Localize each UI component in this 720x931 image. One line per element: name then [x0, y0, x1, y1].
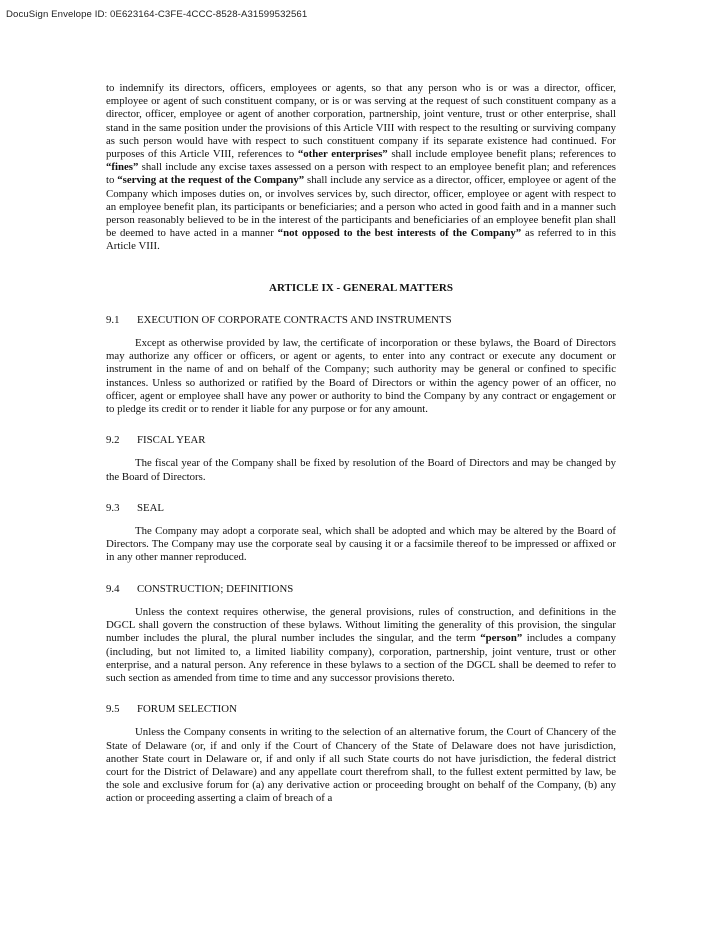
- section-number: 9.3: [106, 501, 120, 514]
- section-title: CONSTRUCTION; DEFINITIONS: [137, 582, 294, 595]
- section-body-9-5: Unless the Company consents in writing to the selection of an alternative forum, the Court of Chancery of the State of Delaware (or, if and only if the Court of Chancery of the State of Delaware does not have jurisdiction, another State court in Delaware or, if and only if all such State courts do not have jurisdiction, the federal district court for the District of Delaware) and any appellate court therefrom shall, to the fullest extent permitted by law, be the sole and exclusive forum for (a) any derivative action or proceeding brought on behalf of the Company, (b) any action or proceeding asserting a claim of breach of a: [106, 726, 616, 805]
- defined-term-serving-at-request: “serving at the request of the Company”: [117, 174, 305, 187]
- section-body-9-4-part-2: includes a company (including, but not limited to, a limited liability company), corporation, partnership, joint venture, trust or other enterprise, and a natural person. Any reference in these bylaws to a section of the DGCL shall be deemed to refer to such section as amended from time to time and any successor provisions thereto.: [106, 632, 616, 684]
- defined-term-other-enterprises: “other enterprises”: [297, 148, 388, 161]
- section-number: 9.1: [106, 313, 120, 326]
- section-title: FORUM SELECTION: [137, 703, 237, 716]
- section-heading-9-4: [106, 583, 616, 596]
- section-body-9-4-part-1: Unless the context requires otherwise, the general provisions, rules of construction, and definitions in the DGCL shall govern the construction of these bylaws. Without limiting the generality of this provision, the singular number includes the plural, the plural number includes the singular, and the term: [106, 605, 616, 645]
- section-title: EXECUTION OF CORPORATE CONTRACTS AND INSTRUMENTS: [137, 313, 452, 326]
- intro-text-3: shall include any excise taxes assessed on a person with respect to an employee benefit plan; and references to: [106, 161, 616, 187]
- intro-text-1: to indemnify its directors, officers, employees or agents, so that any person who is or was a director, officer, employee or agent of such constituent company, or is or was serving at the request of such constituent company as a director, officer, employee or agent of another corporation, partnership, joint venture, trust or other enterprise, shall stand in the same position under the provisions of this Article VIII with respect to the resulting or surviving company as such person would have with respect to such constituent company if its separate existence had continued. For purposes of this Article VIII, references to: [106, 82, 616, 161]
- section-heading-9-3: [106, 502, 616, 515]
- section-number: 9.4: [106, 582, 120, 595]
- section-body-9-1: Except as otherwise provided by law, the certificate of incorporation or these bylaws, the Board of Directors may authorize any officer or officers, or agent or agents, to enter into any contract or execute any document or instrument in the name of and on behalf of the Company; such authority may be general or confined to specific instances. Unless so authorized or ratified by the Board of Directors or within the agency power of an officer, no officer, agent or employee shall have any power or authority to bind the Company by any contract or engagement or to pledge its credit or to render it liable for any purpose or for any amount.: [106, 337, 616, 416]
- section-heading-9-2: [106, 434, 616, 447]
- document-page: [106, 82, 616, 806]
- section-title: SEAL: [137, 501, 164, 514]
- defined-term-not-opposed: “not opposed to the best interests of the Company”: [277, 227, 522, 240]
- section-body-9-4: [106, 606, 616, 685]
- article-viii-continuation-paragraph: [106, 82, 616, 254]
- section-body-9-2: The fiscal year of the Company shall be fixed by resolution of the Board of Directors and may be changed by the Board of Directors.: [106, 457, 616, 483]
- intro-text-4: shall include any service as a director, officer, employee or agent of the Company which imposes duties on, or involves services by, such director, officer, employee or agent with respect to an employee benefit plan, its participants or beneficiaries; and a person who acted in good faith and in a manner such person reasonably believed to be in the interest of the participants and beneficiaries of an employee benefit plan shall be deemed to have acted in a manner: [106, 174, 616, 240]
- section-heading-9-5: [106, 703, 616, 716]
- section-number: 9.2: [106, 434, 120, 447]
- article-title: ARTICLE IX - GENERAL MATTERS: [269, 281, 453, 294]
- defined-term-person: “person”: [480, 632, 523, 645]
- section-number: 9.5: [106, 703, 120, 716]
- envelope-id-header: DocuSign Envelope ID: 0E623164-C3FE-4CCC-8528-A31599532561: [6, 9, 308, 20]
- section-title: FISCAL YEAR: [137, 434, 206, 447]
- section-heading-9-1: [106, 314, 616, 327]
- intro-text-5: as referred to in this Article VIII.: [106, 227, 616, 253]
- section-body-9-3: The Company may adopt a corporate seal, which shall be adopted and which may be altered by the Board of Directors. The Company may use the corporate seal by causing it or a facsimile thereof to be impressed or affixed or in any other manner reproduced.: [106, 525, 616, 564]
- defined-term-fines: “fines”: [106, 161, 139, 174]
- intro-text-2: shall include employee benefit plans; references to: [387, 148, 616, 161]
